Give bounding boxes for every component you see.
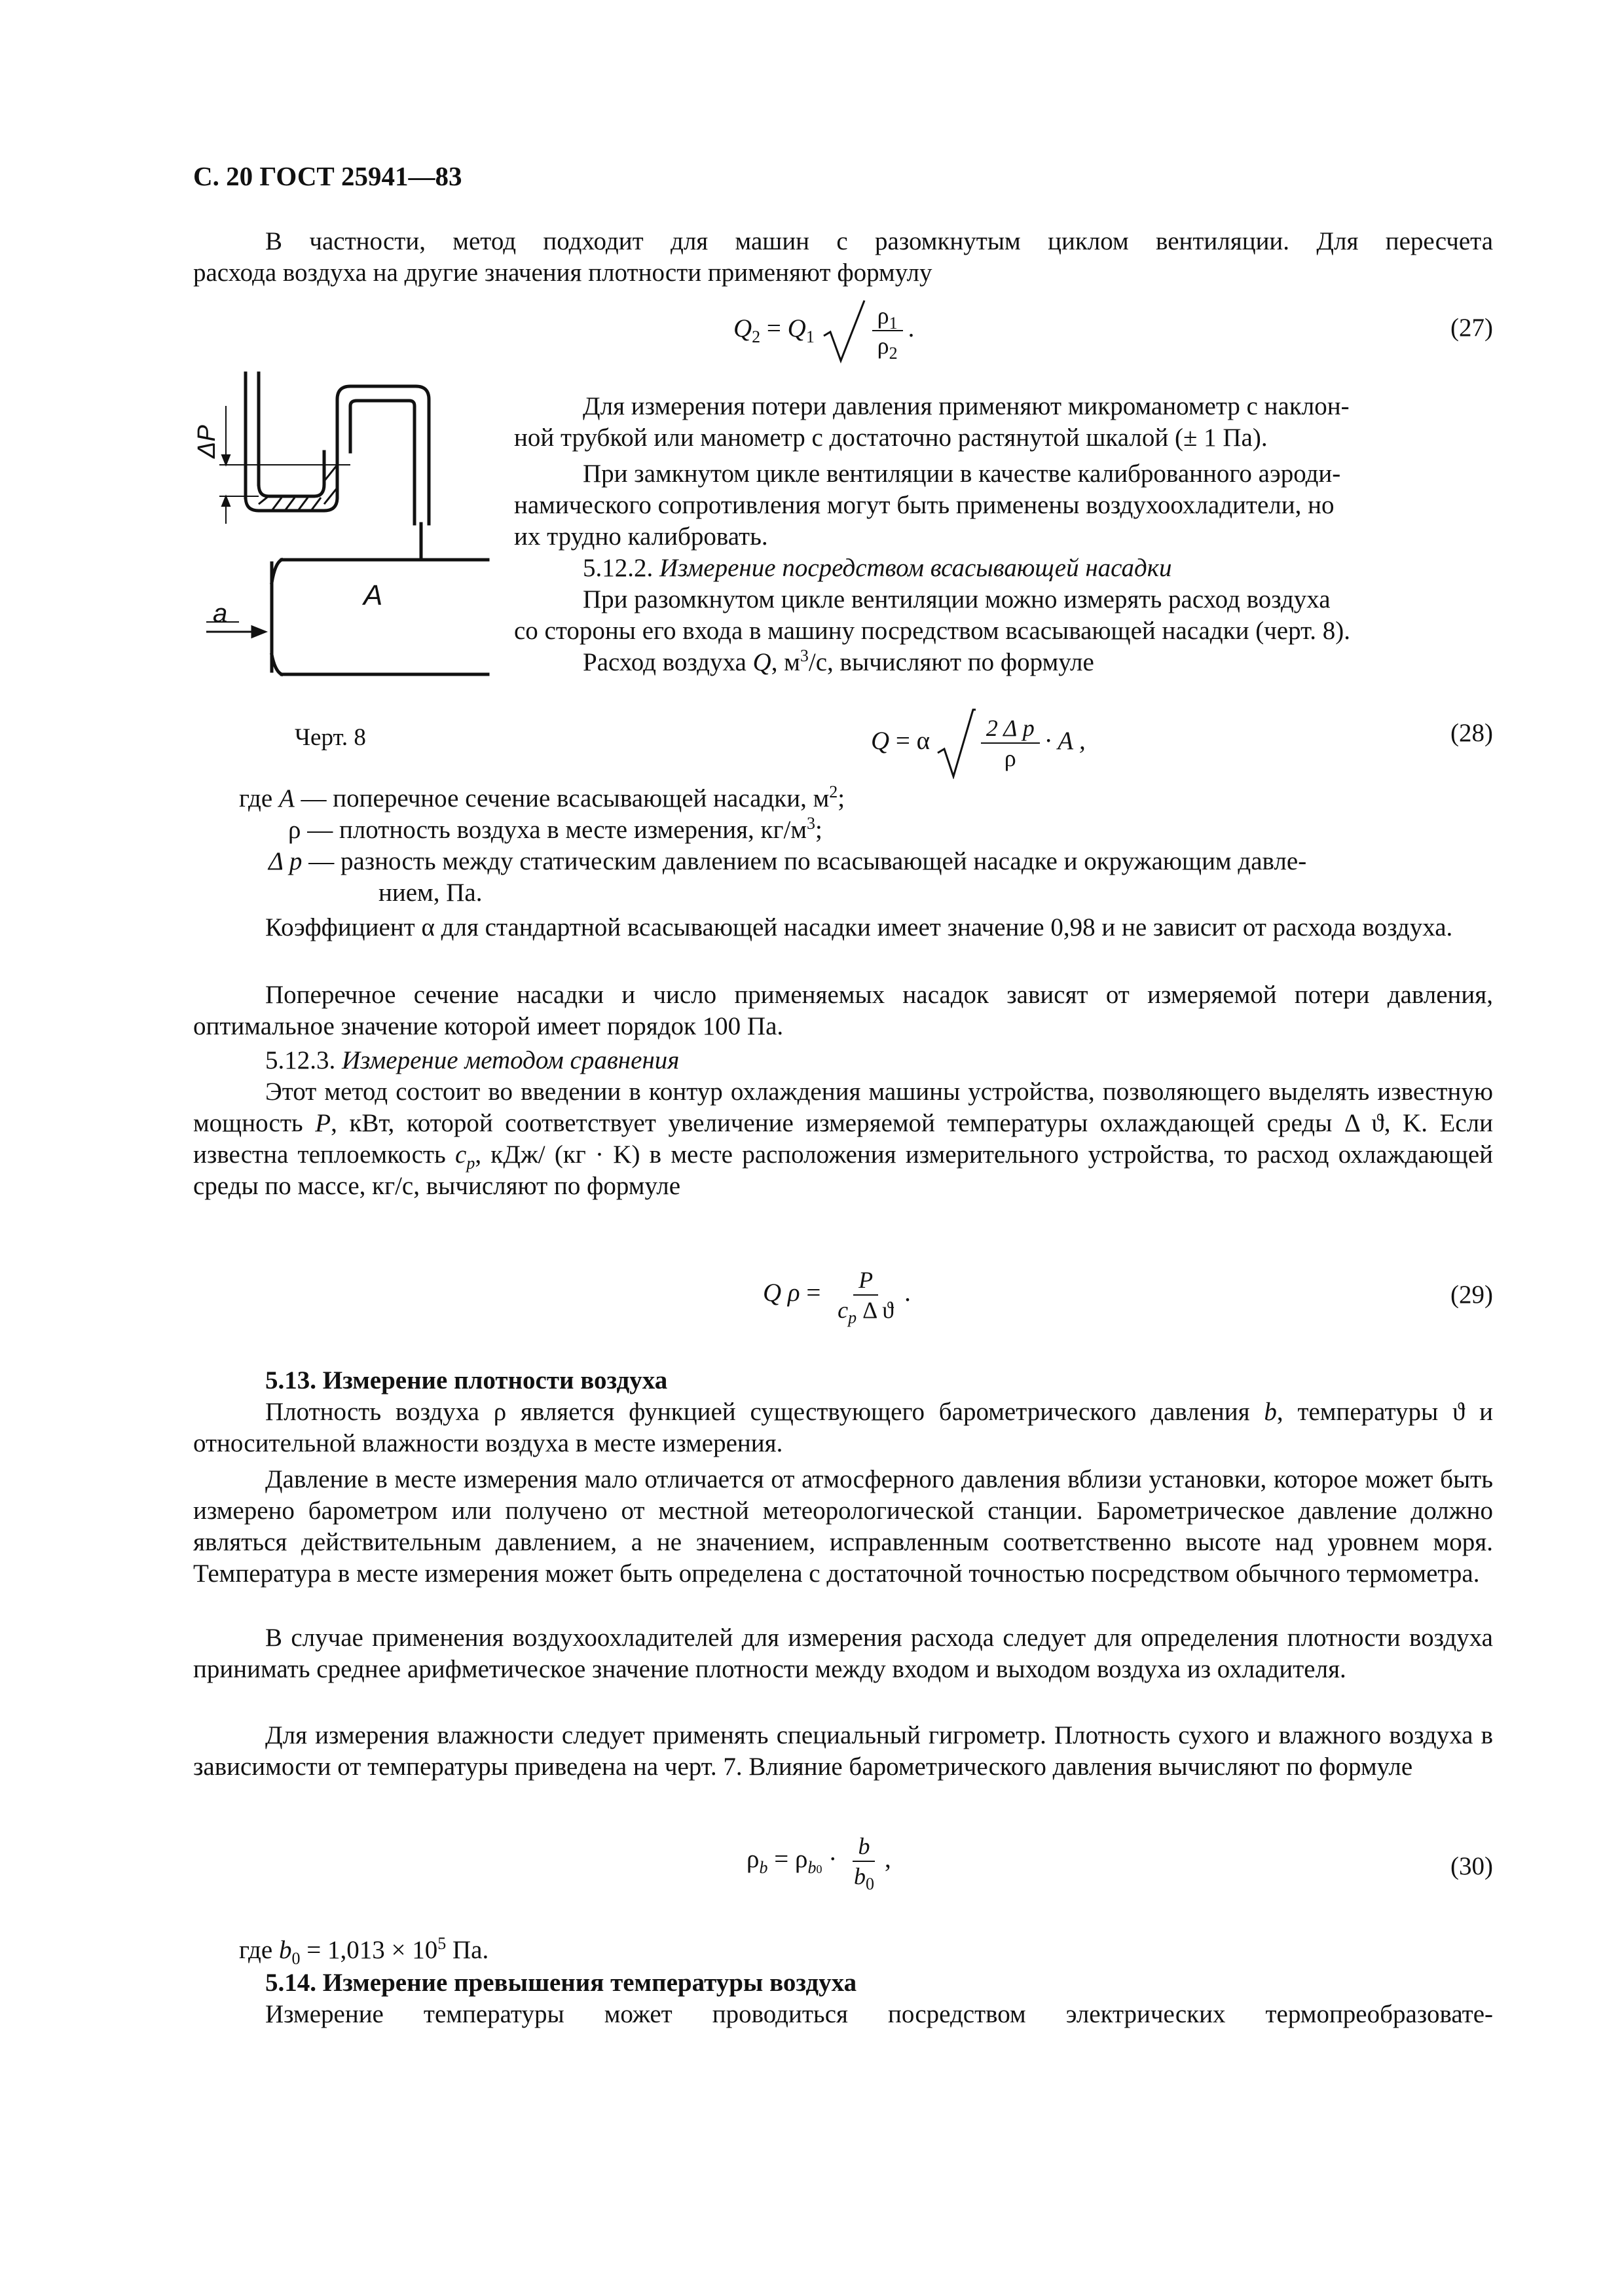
right-p1-l1: Для измерения потери давления применяют микроманометр с наклон- [583,392,1350,420]
eq-number-30: (30) [1450,1852,1493,1880]
equation-27: $Q_2 = Q_1$ $\frac{\rho_1}{\rho_2}$ . [733,298,914,363]
right-p2-l2: намического сопротивления могут быть применены воздухоохладители, но [514,491,1335,519]
eq-number-27: (27) [1450,314,1493,342]
para-5-14: Измерение температуры может проводиться посредством электрических термопреобразовате- [265,2000,1493,2028]
para-5-13-4: Для измерения влажности следует применять специальный гигрометр. Плотность сухого и влажного воздуха в зависимости от температуры приведена на черт. 7. Влияние барометрического давления вычисляют по формуле [193,1721,1493,1781]
right-p3-l2: со стороны его входа в машину посредством всасывающей насадки (черт. 8). [514,617,1350,645]
sqrt-sign-27 [821,298,867,363]
equation-29: Q ρ = $\frac{P}{c_p \Delta ϑ}$ . [763,1267,911,1328]
eq-number-29: (29) [1450,1281,1493,1309]
intro-line-1: В частности, метод подходит для машин с разомкнутым циклом вентиляции. Для пересчета [265,227,1493,255]
right-p4: Расход воздуха Q, $м^3/с$, вычисляют по формуле [583,646,1094,676]
figure-label-A: A [363,579,383,611]
section-5-14-title: 5.14. Измерение превышения температуры воздуха [265,1969,857,1997]
where-28-rho: ρ — плотность воздуха в месте измерения, $кг/м^3$; [288,814,822,844]
para-5-13-3: В случае применения воздухоохладителей для измерения расхода следует для определения плотности воздуха принимать среднее арифметическое значение плотности между входом и выходом воздуха из охладителя. [193,1624,1493,1683]
equation-30: $\rho_b = \rho_{b0}$ · $\frac{b}{b_0}$ , [746,1833,891,1894]
figure-8-drawing [193,367,527,694]
where-28-dp: Δ p — разность между статическим давлением по всасывающей насадке и окружающим давле- [268,847,1307,875]
para-comparison-method: Этот метод состоит во введении в контур охлаждения машины устройства, позволяющего выделять известную мощность P, кВт, которой соответствует увеличение измеряемой температуры охлаждающей среды Δ ϑ, K. Если известна теплоемкость $c_p$, кДж/ (кг · K) в месте расположения измерительного устройства, то расход охлаждающей среды по массе, кг/с, вычисляют по формуле [193,1078,1494,1200]
sqrt-sign-28 [936,707,976,779]
right-p1-l2: ной трубкой или манометр с достаточно растянутой шкалой (± 1 Па). [514,424,1268,452]
para-5-13-1: Плотность воздуха ρ является функцией существующего барометрического давления b, температуры ϑ и относительной влажности воздуха в месте измерения. [193,1398,1493,1457]
right-p3-l1: При разомкнутом цикле вентиляции можно измерять расход воздуха [583,585,1331,613]
where-30: где $b_0 = 1,013 \times 10^5$ Па. [239,1934,489,1968]
section-5-12-2: 5.12.2. Измерение посредством всасывающей насадки [583,554,1172,582]
section-5-12-3: 5.12.3. Измерение методом сравнения [265,1046,680,1074]
where-28-a: где A — поперечное сечение всасывающей насадки, $м^2$; [239,782,845,812]
para-5-13-2: Давление в месте измерения мало отличается от атмосферного давления вблизи установки, которое может быть измерено барометром или получено от местной метеорологической станции. Барометрическое давление должно являться действительным давлением, а не значением, исправленным соответственно высоте над уровнем моря. Температура в месте измерения может быть определена с достаточной точностью посредством обычного термометра. [193,1465,1493,1588]
right-p2-l1: При замкнутом цикле вентиляции в качестве калиброванного аэроди- [583,460,1341,488]
where-28-dp-cont: нием, Па. [378,879,483,907]
page-header: С. 20 ГОСТ 25941—83 [193,161,462,191]
para-cross-section: Поперечное сечение насадки и число применяемых насадок зависят от измеряемой потери давления, оптимальное значение которой имеет порядок 100 Па. [193,981,1493,1040]
figure-label-delta-p: ΔP [193,425,221,458]
figure-caption: Черт. 8 [295,724,366,751]
intro-line-2: расхода воздуха на другие значения плотности применяют формулу [193,259,932,287]
equation-28: Q = α $\frac{\text{2 Δ p}}{\rho}$ · A , [871,707,1086,779]
section-5-13-title: 5.13. Измерение плотности воздуха [265,1366,668,1394]
eq-number-28: (28) [1450,719,1493,747]
figure-label-a: a [213,599,228,628]
right-p2-l3: их трудно калибровать. [514,522,768,551]
para-alpha: Коэффициент α для стандартной всасывающей насадки имеет значение 0,98 и не зависит от расхода воздуха. [265,913,1453,941]
